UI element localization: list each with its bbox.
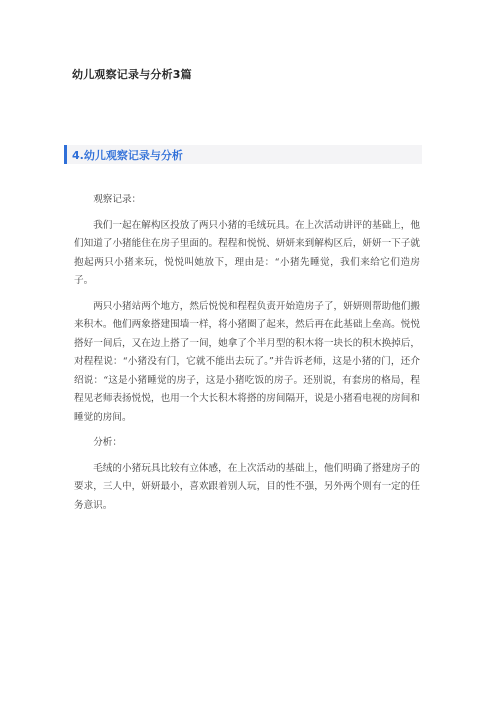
document-title: 幼儿观察记录与分析3篇	[72, 68, 192, 81]
section-heading	[64, 145, 422, 164]
paragraph-label-record: 观察记录：	[93, 194, 142, 205]
section-heading-text: 4.幼儿观察记录与分析	[72, 149, 183, 162]
paragraph: 两只小猪站两个地方，然后悦悦和程程负责开始造房子了，妍妍则帮助他们搬来积木。他们两象搭建围墙一样，将小猪圈了起来，然后再在此基础上垒高。悦悦搭好一间后，又在边上搭了一间，她拿了个半月型的积木将一块长的积木换掉后，对程程说：“小猪没有门，它就不能出去玩了。”并告诉老师，这是小猪的门，还介绍说：“这是小猪睡觉的房子，这是小猪吃饭的房子。还别说，有套房的格局，程程见老师表扬悦悦，也用一个大长积木将搭的房间隔开，说是小猪看电视的房间和睡觉的房间。	[74, 300, 420, 423]
paragraph-label-analysis: 分析：	[93, 437, 122, 448]
paragraph: 我们一起在解构区投放了两只小猪的毛绒玩具。在上次活动讲评的基础上，他们知道了小猪能住在房子里面的。程程和悦悦、妍妍来到解构区后，妍妍一下子就抱起两只小猪来玩，悦悦叫她放下，理由是：“小猪先睡觉，我们来给它们造房子。	[74, 219, 420, 286]
paragraph: 毛绒的小猪玩具比较有立体感，在上次活动的基础上，他们明确了搭建房子的要求，三人中，妍妍最小，喜欢跟着别人玩，目的性不强，另外两个则有一定的任务意识。	[74, 462, 420, 511]
document-body	[74, 191, 420, 522]
